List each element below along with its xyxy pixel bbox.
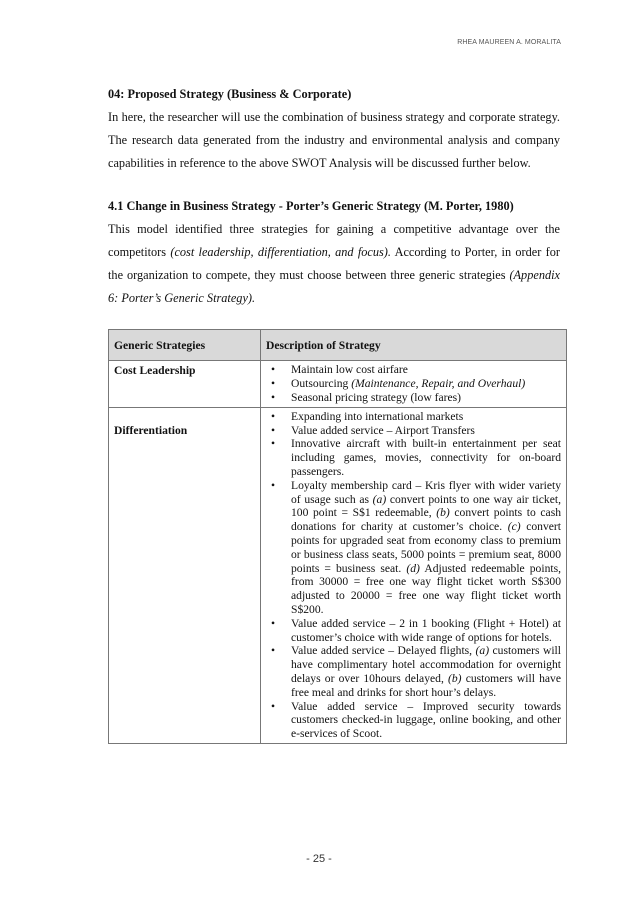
section-2-text-b: (cost leadership, differentiation, and focus). — [170, 244, 391, 259]
list-item: • Expanding into international markets — [266, 410, 561, 424]
section-2-text-c: According to Porter, in order for the organization to compete, they must choose between three generic strategies — [108, 244, 560, 283]
list-item-text: Outsourcing — [291, 377, 352, 391]
header-generic-strategies: Generic Strategies — [109, 330, 261, 361]
list-item: • Maintain low cost airfare — [266, 363, 561, 377]
list-item: • Value added service – Improved security towards customers checked-in luggage, online booking, and other e-services of Scoot. — [266, 700, 561, 741]
list-item-text: convert points for upgraded seat from economy class to premium or business class seats, 5000 points = premium seat, 8000 points = business seat. — [291, 520, 561, 575]
table-header-row — [109, 330, 567, 361]
list-item: • Value added service – Airport Transfers — [266, 424, 561, 438]
header-description: Description of Strategy — [261, 330, 567, 361]
list-item — [266, 644, 561, 699]
page-number: - 25 - — [306, 853, 332, 865]
section-2-text-d: (Appendix 6: Porter’s Generic Strategy). — [108, 268, 560, 306]
list-item-text: customers will have free meal and drinks for short hour’s delays. — [291, 671, 561, 699]
list-item-text: customers will have complimentary hotel accommodation for overnight delays or over 10hours delayed, — [291, 644, 561, 685]
list-item — [266, 479, 561, 617]
list-item-italic: (a) — [372, 492, 387, 506]
list-item-text: convert points to one way air ticket, 100 point = S$1 redeemable, — [291, 492, 561, 520]
differentiation-name: Differentiation — [114, 423, 188, 437]
section-2-title: 4.1 Change in Business Strategy - Porter’s Generic Strategy (M. Porter, 1980) — [108, 198, 514, 213]
list-item-italic: (Maintenance, Repair, and Overhaul) — [351, 377, 526, 391]
differentiation-description — [261, 407, 567, 743]
section-1-body: In here, the researcher will use the combination of business strategy and corporate strategy. The research data generated from the industry and environmental analysis and company capabilities in reference to the above SWOT Analysis will be discussed further below. — [108, 110, 560, 171]
cost-leadership-description — [261, 361, 567, 407]
list-item: • Seasonal pricing strategy (low fares) — [266, 391, 561, 405]
list-item-italic: (c) — [507, 520, 521, 534]
section-1-title: 04: Proposed Strategy (Business & Corporate) — [108, 87, 352, 101]
list-item-italic: (b) — [448, 671, 462, 685]
cost-leadership-name: Cost Leadership — [109, 361, 261, 407]
list-item-text: Loyalty membership card – Kris flyer with wider variety of usage such as — [291, 478, 561, 506]
differentiation-cell — [109, 407, 261, 743]
list-item-text: Adjusted redeemable points, from 30000 = free one way flight ticket worth S$300 adjusted to 20000 = free one way flight ticket worth S$200. — [291, 561, 561, 616]
table-row-differentiation — [109, 407, 567, 743]
list-item — [266, 377, 561, 391]
list-item: • Value added service – 2 in 1 booking (Flight + Hotel) at customer’s choice with wide range of options for hotels. — [266, 617, 561, 645]
list-item-italic: (a) — [475, 644, 490, 658]
page-header-author: RHEA MAUREEN A. MORALITA — [457, 39, 561, 46]
list-item-text: Value added service – Delayed flights, — [291, 644, 476, 658]
section-2-body — [108, 218, 560, 311]
list-item-text: convert points to cash donations for charity at customer’s choice. — [291, 506, 561, 534]
list-item-italic: (b) — [436, 506, 450, 520]
strategy-table — [108, 329, 567, 744]
document-content — [108, 82, 560, 744]
list-item: • Innovative aircraft with built-in entertainment per seat including games, movies, connectivity for on-board passengers. — [266, 437, 561, 478]
list-item-italic: (d) — [406, 561, 420, 575]
section-2-text-a: This model identified three strategies for gaining a competitive advantage over the competitors — [108, 221, 560, 259]
table-row-cost-leadership — [109, 361, 567, 407]
